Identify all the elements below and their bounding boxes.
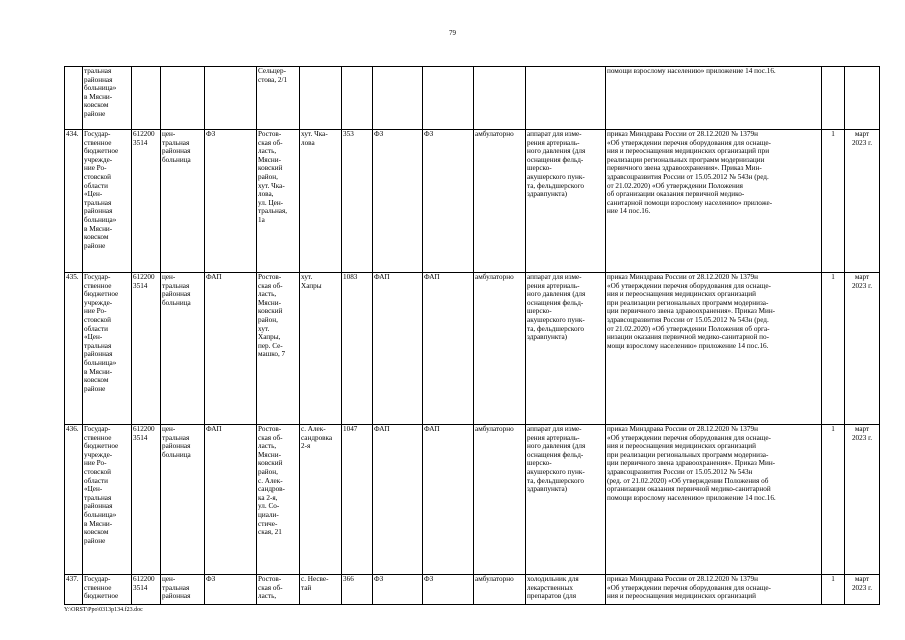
cell-legal-basis: приказ Минздрава России от 28.12.2020 № 1379н «Об утверждении перечня оборудования для оснаще- ния и переоснащения медицинских организаций при реализации региональных программ модерниза- ции первичного звена здравоохранения». Приказ Мин- здравсоцразвития России от 15.05.2012 № 543н (ред. от 21.02.2020) «Об утверждении Положения об орга- низации оказания первичной медико-санитарной по- мощи взрослому населению» приложение 14 пос.16.: [606, 273, 822, 425]
cell-legal-basis: приказ Минздрава России от 28.12.2020 № 1379н «Об утверждении перечня оборудования для оснаще- ния и переоснащения медицинских организаций при реализации региональных программ модерниза- ции первичного звена здравоохранения». Приказ Мин- здравсоцразвития России от 15.05.2012 № 543н (ред. от 21.02.2020) «Об утверждении Положения об организации оказания первичной медико-санитарной помощи взрослому населению» приложение 14 пос.16.: [606, 425, 822, 575]
cell-settlement: с. Несве- тай: [300, 575, 342, 605]
cell-structure: цен- тральная районная: [161, 575, 205, 605]
cell-population: 1083: [342, 273, 373, 425]
cell-institution-name: Государ- ственное бюджетное: [83, 575, 132, 605]
cell-address: Ростов- ская об- ласть, Мясни- ковский район, хут. Хапры, пер. Се- машко, 7: [257, 273, 300, 425]
cell-due-date: [845, 67, 880, 130]
cell-unit-type: ФАП: [205, 425, 257, 575]
cell-care-form: амбулаторно: [474, 273, 526, 425]
cell-population: [342, 67, 373, 130]
cell-quantity: 1: [822, 273, 845, 425]
cell-institution-name: тральная районная больница» в Мясни- ковском районе: [83, 67, 132, 130]
cell-due-date: март 2023 г.: [845, 575, 880, 605]
cell-row-number: 434.: [65, 130, 83, 273]
cell-institution-name: Государ- ственное бюджетное учрежде- ние Ро- стовской области «Цен- тральная районная больница» в Мясни- ковском районе: [83, 425, 132, 575]
cell-row-number: 437.: [65, 575, 83, 605]
table-row: [65, 575, 880, 605]
equipment-table: [64, 66, 880, 605]
cell-unit-type-3: ФЗ: [423, 575, 474, 605]
table-row: [65, 130, 880, 273]
cell-settlement: [300, 67, 342, 130]
cell-care-form: амбулаторно: [474, 575, 526, 605]
cell-unit-type: ФЗ: [205, 130, 257, 273]
cell-inn: 612200 3514: [132, 575, 161, 605]
cell-structure: цен- тральная районная больница: [161, 273, 205, 425]
cell-population: 353: [342, 130, 373, 273]
cell-care-form: амбулаторно: [474, 425, 526, 575]
cell-equipment: аппарат для изме- рения артериаль- ного давления (для оснащения фельд- шерско- акушерского пунк- та, фельдшерского здравпункта): [526, 130, 606, 273]
cell-address: Ростов- ская об- ласть, Мясни- ковский район, хут. Чка- лова, ул. Цен- тральная, 1а: [257, 130, 300, 273]
cell-unit-type-2: ФЗ: [373, 575, 423, 605]
cell-population: 1047: [342, 425, 373, 575]
cell-due-date: март 2023 г.: [845, 425, 880, 575]
cell-inn: 612200 3514: [132, 130, 161, 273]
cell-row-number: 436.: [65, 425, 83, 575]
cell-due-date: март 2023 г.: [845, 130, 880, 273]
cell-address: Ростов- ская об- ласть,: [257, 575, 300, 605]
cell-unit-type-3: ФАП: [423, 425, 474, 575]
cell-population: 366: [342, 575, 373, 605]
cell-quantity: 1: [822, 575, 845, 605]
cell-unit-type-2: ФАП: [373, 425, 423, 575]
cell-unit-type-2: ФАП: [373, 273, 423, 425]
cell-equipment: аппарат для изме- рения артериаль- ного давления (для оснащения фельд- шерско- акушерского пунк- та, фельдшерского здравпункта): [526, 273, 606, 425]
cell-unit-type-3: ФАП: [423, 273, 474, 425]
cell-legal-basis: помощи взрослому населению» приложение 14 пос.16.: [606, 67, 822, 130]
cell-address: Ростов- ская об- ласть, Мясни- ковский район, с. Алек- сандров- ка 2-я, ул. Со- циали- стиче- ская, 21: [257, 425, 300, 575]
cell-institution-name: Государ- ственное бюджетное учрежде- ние Ро- стовской области «Цен- тральная районная больница» в Мясни- ковском районе: [83, 130, 132, 273]
table-row: [65, 67, 880, 130]
cell-settlement: хут. Хапры: [300, 273, 342, 425]
cell-due-date: март 2023 г.: [845, 273, 880, 425]
table-row: [65, 425, 880, 575]
file-path-footer: Y:\ORST\Ppo\0313p134.f23.doc: [64, 607, 143, 613]
cell-legal-basis: приказ Минздрава России от 28.12.2020 № 1379н «Об утверждении перечня оборудования для оснаще- ния и переоснащения медицинских организаций при реализации региональных программ модернизации первичного звена здравоохранения». Приказ Мин- здравсоцразвития России от 15.05.2012 № 543н (ред. от 21.02.2020) «Об утверждении Положения об организации оказания первичной медико- санитарной помощи взрослому населению» приложе- ние 14 пос.16.: [606, 130, 822, 273]
cell-unit-type-3: [423, 67, 474, 130]
cell-care-form: амбулаторно: [474, 130, 526, 273]
cell-structure: цен- тральная районная больница: [161, 425, 205, 575]
cell-unit-type-3: ФЗ: [423, 130, 474, 273]
cell-unit-type-2: ФЗ: [373, 130, 423, 273]
cell-row-number: 435.: [65, 273, 83, 425]
cell-inn: 612200 3514: [132, 273, 161, 425]
cell-unit-type: ФАП: [205, 273, 257, 425]
cell-care-form: [474, 67, 526, 130]
cell-unit-type-2: [373, 67, 423, 130]
cell-equipment: аппарат для изме- рения артериаль- ного давления (для оснащения фельд- шерско- акушерского пунк- та, фельдшерского здравпункта): [526, 425, 606, 575]
cell-quantity: 1: [822, 425, 845, 575]
cell-inn: [132, 67, 161, 130]
cell-equipment: холодильник для лекарственных препаратов (для: [526, 575, 606, 605]
cell-equipment: [526, 67, 606, 130]
cell-settlement: хут. Чка- лова: [300, 130, 342, 273]
cell-quantity: 1: [822, 130, 845, 273]
page-number: 79: [449, 29, 456, 37]
table-row: [65, 273, 880, 425]
cell-structure: [161, 67, 205, 130]
cell-unit-type: ФЗ: [205, 575, 257, 605]
cell-row-number: [65, 67, 83, 130]
cell-unit-type: [205, 67, 257, 130]
cell-inn: 612200 3514: [132, 425, 161, 575]
cell-settlement: с. Алек- сандровка 2-я: [300, 425, 342, 575]
cell-institution-name: Государ- ственное бюджетное учрежде- ние Ро- стовской области «Цен- тральная районная больница» в Мясни- ковском районе: [83, 273, 132, 425]
cell-structure: цен- тральная районная больница: [161, 130, 205, 273]
cell-address: Сельцер- стова, 2/1: [257, 67, 300, 130]
cell-legal-basis: приказ Минздрава России от 28.12.2020 № 1379н «Об утверждении перечня оборудования для оснаще- ния и переоснащения медицинских организаций: [606, 575, 822, 605]
cell-quantity: [822, 67, 845, 130]
